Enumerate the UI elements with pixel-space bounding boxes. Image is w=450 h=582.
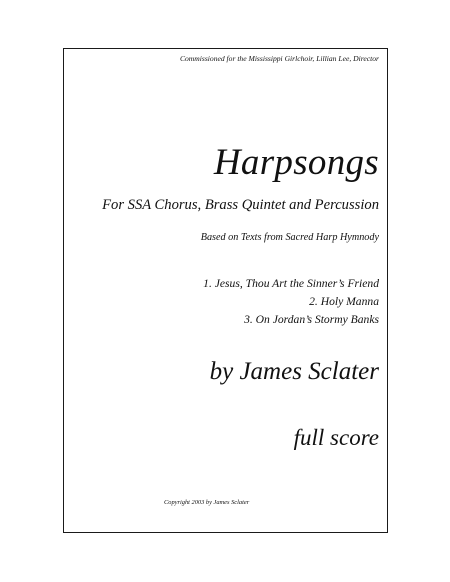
movement-list [203, 275, 379, 329]
commission-note: Commissioned for the Mississippi Girlchoir, Lillian Lee, Director [179, 54, 379, 63]
composer-byline: by James Sclater [209, 358, 379, 385]
work-title: Harpsongs [213, 142, 379, 183]
movement-item: 1. Jesus, Thou Art the Sinner’s Friend [203, 277, 379, 290]
source-note: Based on Texts from Sacred Harp Hymnody [200, 232, 379, 243]
edition-label: full score [293, 425, 379, 450]
cover-frame [63, 48, 388, 533]
copyright-notice: Copyright 2003 by James Sclater [164, 499, 250, 506]
work-subtitle: For SSA Chorus, Brass Quintet and Percussion [102, 197, 379, 213]
movement-item: 2. Holy Manna [309, 295, 379, 308]
movement-item: 3. On Jordan’s Stormy Banks [244, 313, 379, 326]
